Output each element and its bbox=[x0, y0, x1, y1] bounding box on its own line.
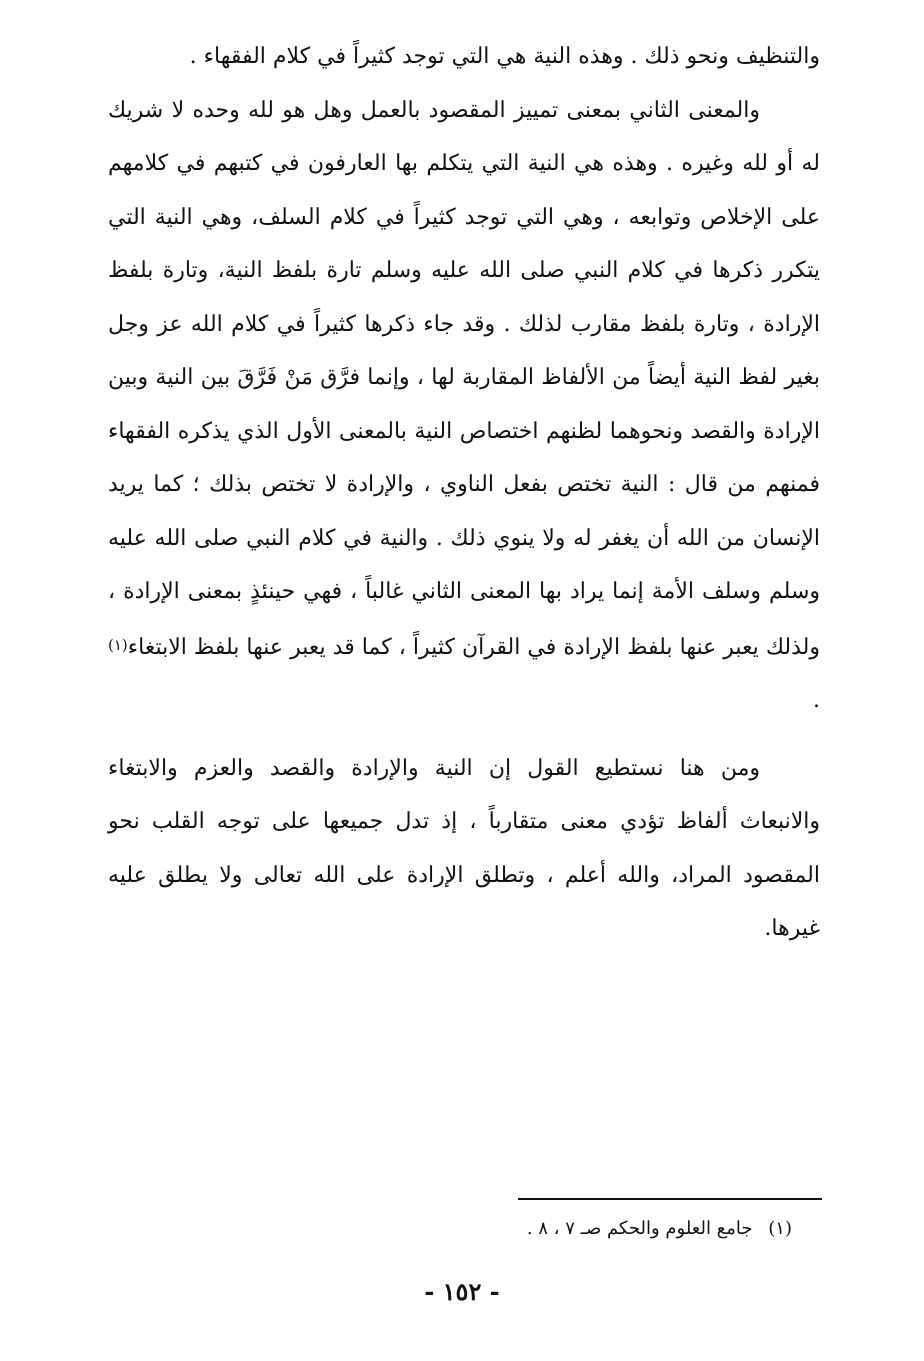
paragraph-3-text: ومن هنا نستطيع القول إن النية والإرادة والقصد والعزم والابتغاء والانبعاث ألفاظ تؤدي معنى متقارباً ، إذ تدل جميعها على توجه القلب نحو المقصود المراد، والله أعلم ، وتطلق الإرادة على الله تعالى ولا يطلق عليه غيرها. bbox=[108, 755, 820, 941]
paragraph-1-text: والتنظيف ونحو ذلك . وهذه النية هي التي توجد كثيراً في كلام الفقهاء . bbox=[189, 44, 820, 69]
paragraph-2-text: والمعنى الثاني بمعنى تمييز المقصود بالعمل وهل هو لله وحده لا شريك له أو لله وغيره . وهذه هي النية التي يتكلم بها العارفون في كتبهم في كلامهم على الإخلاص وتوابعه ، وهي التي توجد كثيراً في كلام السلف، وهي النية التي يتكرر ذكرها في كلام النبي صلى الله عليه وسلم تارة بلفظ النية، وتارة بلفظ الإرادة ، وتارة بلفظ مقارب لذلك . وقد جاء ذكرها كثيراً في كلام الله عز وجل بغير لفظ النية أيضاً من الألفاظ المقاربة لها ، وإنما فرَّق مَنْ فَرَّقَ بين النية وبين الإرادة والقصد ونحوهما لظنهم اختصاص النية بالمعنى الأول الذي يذكره الفقهاء فمنهم من قال : النية تختص بفعل الناوي ، والإرادة لا تختص بذلك ؛ كما يريد الإنسان من الله أن يغفر له ولا ينوي ذلك . والنية في كلام النبي صلى الله عليه وسلم وسلف الأمة إنما يراد بها المعنى الثاني غالباً ، فهي حينئذٍ بمعنى الإرادة ، ولذلك يعبر عنها بلفظ الإرادة في القرآن كثيراً ، كما قد يعبر عنها بلفظ الابتغاء bbox=[108, 97, 820, 660]
footnote-separator bbox=[518, 1198, 822, 1200]
paragraph-2-end: . bbox=[813, 688, 820, 713]
paragraph-3 bbox=[108, 742, 820, 956]
main-text bbox=[108, 30, 820, 956]
footnote-reference: (١) bbox=[108, 635, 128, 654]
footnote-text: جامع العلوم والحكم صـ ٧ ، ٨ . bbox=[526, 1218, 753, 1239]
paragraph-2 bbox=[108, 84, 820, 728]
paragraph-1 bbox=[108, 30, 820, 84]
footnote bbox=[300, 1214, 792, 1244]
footnote-number: (١) bbox=[768, 1218, 792, 1239]
page-number: - ١٥٢ - bbox=[424, 1277, 500, 1306]
